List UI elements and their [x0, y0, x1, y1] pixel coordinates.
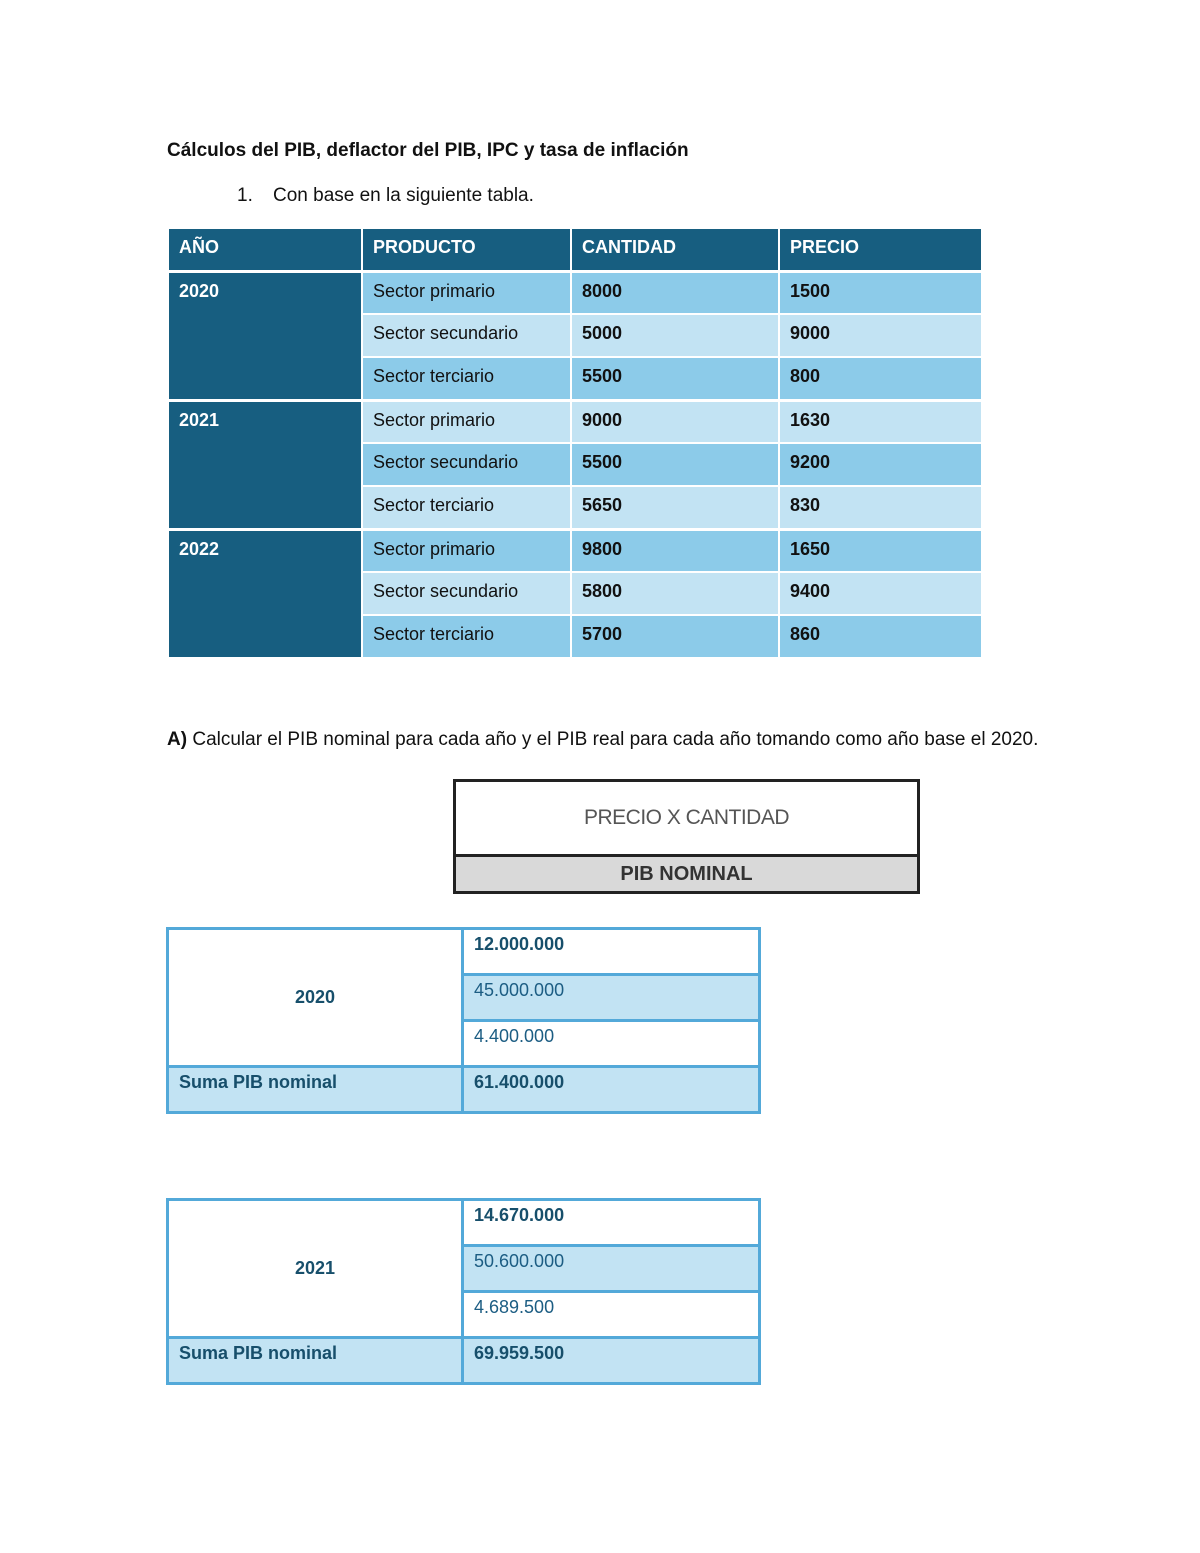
header-precio: PRECIO [779, 228, 982, 271]
producto-cell: Sector terciario [362, 357, 571, 400]
producto-cell: Sector primario [362, 400, 571, 443]
table-header-row [168, 228, 982, 271]
precio-cell: 800 [779, 357, 982, 400]
list-item [237, 185, 534, 207]
section-a-text: Calcular el PIB nominal para cada año y el PIB real para cada año tomando como año base el 2020. [187, 729, 1039, 750]
cantidad-cell: 8000 [571, 271, 779, 314]
table-row [168, 400, 982, 443]
pib-sum-label: Suma PIB nominal [168, 1338, 463, 1384]
pib-sum-row [168, 1338, 760, 1384]
pib-sum-value: 69.959.500 [463, 1338, 760, 1384]
precio-cell: 9200 [779, 443, 982, 486]
formula-top: PRECIO X CANTIDAD [456, 782, 917, 857]
precio-cell: 1650 [779, 529, 982, 572]
cantidad-cell: 9000 [571, 400, 779, 443]
cantidad-cell: 5650 [571, 486, 779, 529]
pib-year-cell: 2020 [168, 929, 463, 1067]
cantidad-cell: 9800 [571, 529, 779, 572]
pib-sum-label: Suma PIB nominal [168, 1067, 463, 1113]
producto-cell: Sector terciario [362, 615, 571, 658]
cantidad-cell: 5500 [571, 357, 779, 400]
pib-sum-row [168, 1067, 760, 1113]
precio-cell: 9400 [779, 572, 982, 615]
precio-cell: 830 [779, 486, 982, 529]
pib-value-cell: 4.689.500 [463, 1292, 760, 1338]
precio-cell: 1500 [779, 271, 982, 314]
year-cell: 2020 [168, 271, 362, 400]
table-row [168, 1200, 760, 1246]
table-row [168, 271, 982, 314]
pib-year-cell: 2021 [168, 1200, 463, 1338]
cantidad-cell: 5800 [571, 572, 779, 615]
formula-bottom: PIB NOMINAL [456, 857, 917, 891]
list-number: 1. [237, 185, 253, 206]
year-cell: 2022 [168, 529, 362, 658]
pib-value-cell: 50.600.000 [463, 1246, 760, 1292]
pib-value-cell: 14.670.000 [463, 1200, 760, 1246]
precio-cell: 1630 [779, 400, 982, 443]
producto-cell: Sector primario [362, 529, 571, 572]
cantidad-cell: 5500 [571, 443, 779, 486]
pib-value-cell: 4.400.000 [463, 1021, 760, 1067]
header-producto: PRODUCTO [362, 228, 571, 271]
pib-value-cell: 45.000.000 [463, 975, 760, 1021]
list-text: Con base en la siguiente tabla. [273, 185, 534, 206]
producto-cell: Sector secundario [362, 443, 571, 486]
header-cantidad: CANTIDAD [571, 228, 779, 271]
cantidad-cell: 5000 [571, 314, 779, 357]
pib-table-2021 [166, 1198, 761, 1385]
pib-sum-value: 61.400.000 [463, 1067, 760, 1113]
precio-cell: 9000 [779, 314, 982, 357]
cantidad-cell: 5700 [571, 615, 779, 658]
producto-cell: Sector secundario [362, 314, 571, 357]
table-row [168, 929, 760, 975]
document-title: Cálculos del PIB, deflactor del PIB, IPC y tasa de inflación [167, 140, 689, 161]
pib-table-2020 [166, 927, 761, 1114]
production-table [167, 227, 983, 659]
producto-cell: Sector secundario [362, 572, 571, 615]
formula-box [453, 779, 920, 894]
header-ano: AÑO [168, 228, 362, 271]
section-a-label: A) [167, 729, 188, 750]
year-cell: 2021 [168, 400, 362, 529]
producto-cell: Sector terciario [362, 486, 571, 529]
table-row [168, 529, 982, 572]
producto-cell: Sector primario [362, 271, 571, 314]
precio-cell: 860 [779, 615, 982, 658]
pib-value-cell: 12.000.000 [463, 929, 760, 975]
section-a-question [167, 725, 1047, 754]
